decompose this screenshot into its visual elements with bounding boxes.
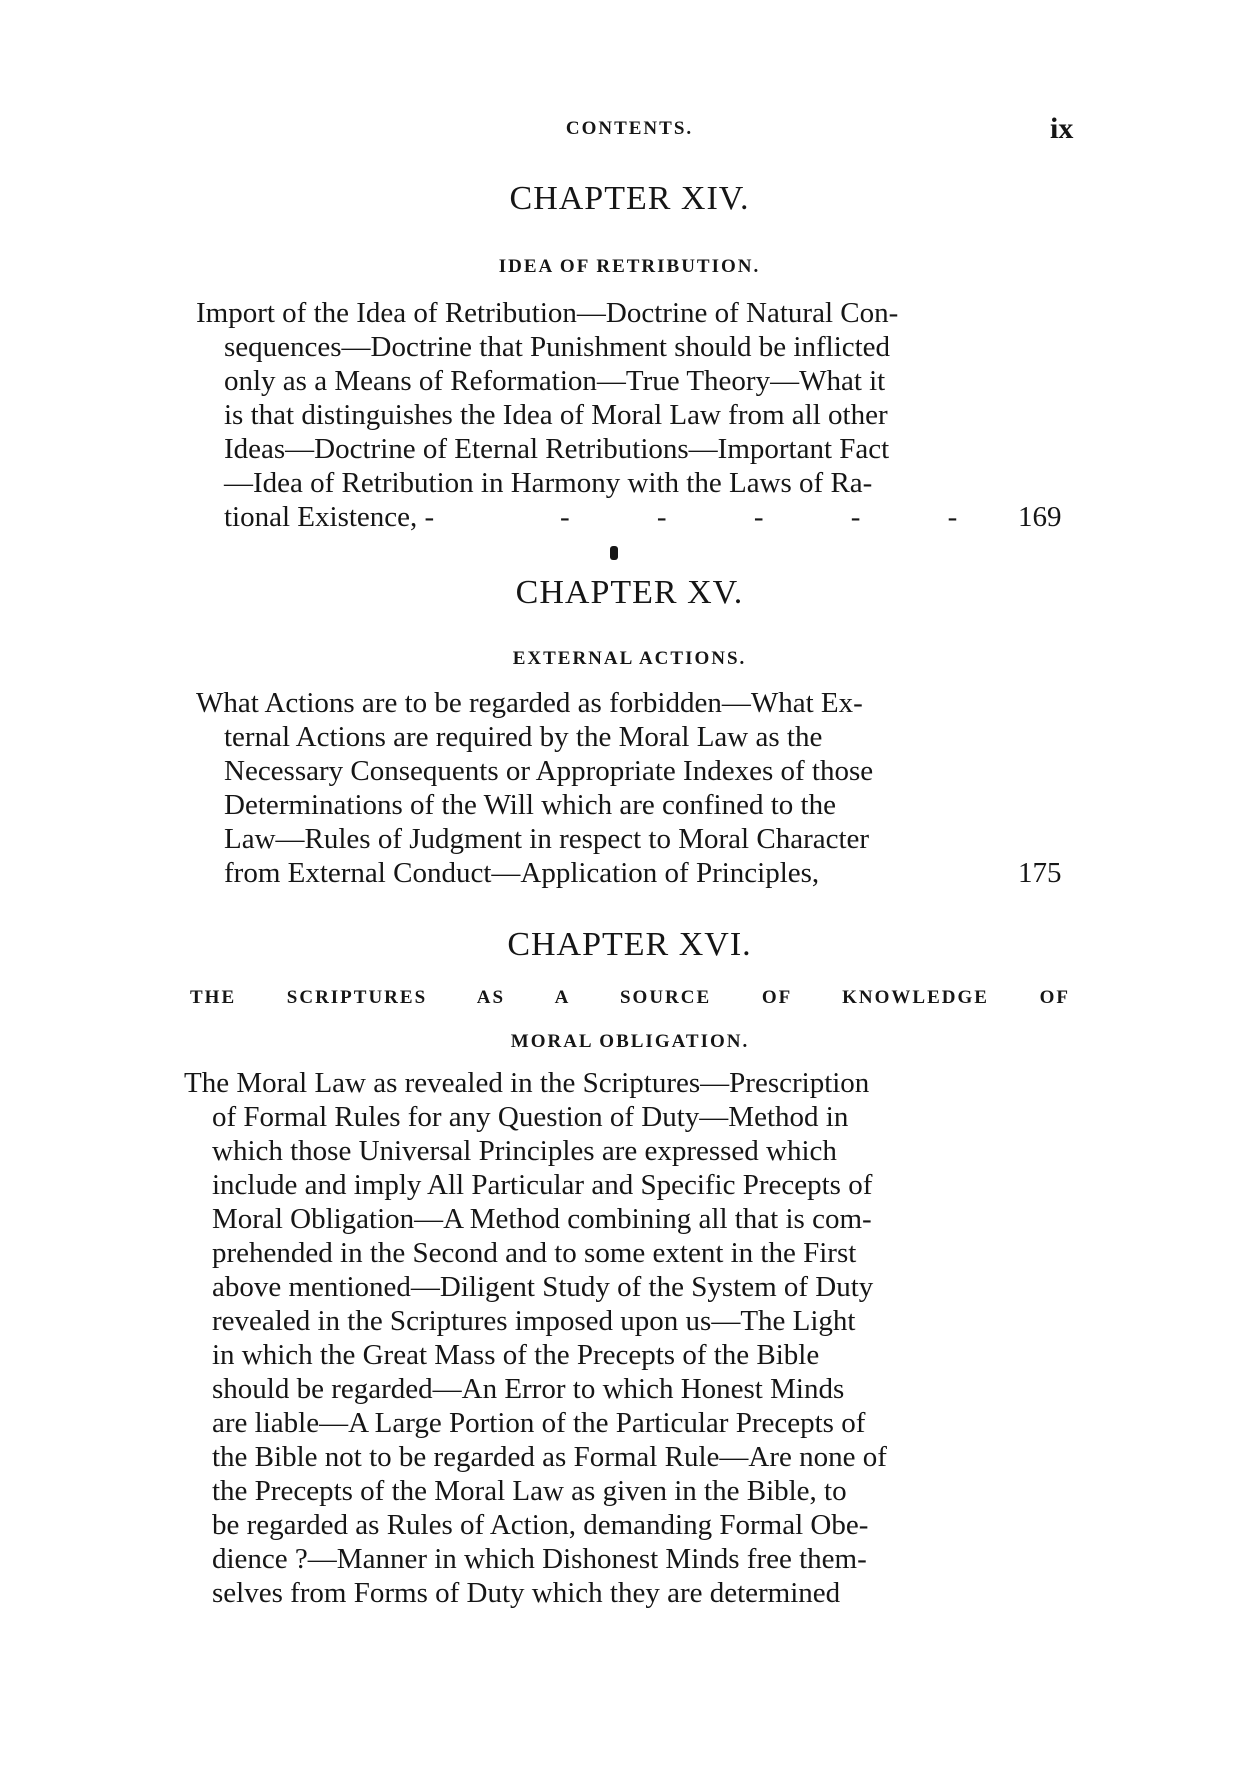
running-title: CONTENTS. [565,118,694,139]
summary-line: should be regarded—An Error to which Honest Minds [212,1373,845,1405]
chapter-xiv-summary [196,296,898,534]
summary-line: Moral Obligation—A Method combining all that is com- [212,1203,872,1235]
summary-line: tional Existence, - [224,501,435,533]
summary-line: only as a Means of Reformation—True Theory—What it [224,365,886,397]
chapter-xiv-leader [560,500,997,534]
summary-line: which those Universal Principles are expressed which [212,1135,837,1167]
summary-line: Import of the Idea of Retribution—Doctrine of Natural Con- [196,297,899,329]
summary-line: Ideas—Doctrine of Eternal Retributions—Important Fact [224,433,890,465]
chapter-xvi-subtitle-line-2: MORAL OBLIGATION. [510,1031,750,1052]
summary-line: of Formal Rules for any Question of Duty—Method in [212,1101,849,1133]
chapter-xv-subtitle: EXTERNAL ACTIONS. [512,648,747,669]
chapter-xiv-page: 169 [1018,501,1062,533]
summary-line: prehended in the Second and to some extent in the First [212,1237,857,1269]
summary-line: —Idea of Retribution in Harmony with the Laws of Ra- [224,467,873,499]
summary-line: be regarded as Rules of Action, demanding Formal Obe- [212,1509,869,1541]
page-number: ix [1050,112,1074,145]
dot-leader: - - - - - [560,501,998,533]
summary-line: above mentioned—Diligent Study of the System of Duty [212,1271,874,1303]
summary-line: What Actions are to be regarded as forbidden—What Ex- [196,687,863,719]
chapter-xiv-subtitle: IDEA OF RETRIBUTION. [498,256,761,277]
summary-line: in which the Great Mass of the Precepts of the Bible [212,1339,820,1371]
chapter-xv-page: 175 [1018,857,1062,889]
summary-line: Determinations of the Will which are confined to the [224,789,836,821]
summary-line: The Moral Law as revealed in the Scriptures—Prescription [184,1067,870,1099]
summary-line: the Precepts of the Moral Law as given in the Bible, to [212,1475,847,1507]
summary-line: Necessary Consequents or Appropriate Indexes of those [224,755,874,787]
chapter-xiv-heading: CHAPTER XIV. [509,180,750,217]
summary-line: selves from Forms of Duty which they are determined [212,1577,841,1609]
summary-line: from External Conduct—Application of Principles, [224,857,820,889]
summary-line: Law—Rules of Judgment in respect to Moral Character [224,823,870,855]
chapter-xv-summary [196,686,873,890]
summary-line: are liable—A Large Portion of the Particular Precepts of [212,1407,866,1439]
chapter-xvi-subtitle [190,976,1070,1064]
chapter-xvi-heading: CHAPTER XVI. [507,926,752,963]
summary-line: include and imply All Particular and Specific Precepts of [212,1169,873,1201]
summary-line: dience ?—Manner in which Dishonest Minds free them- [212,1543,867,1575]
summary-line: the Bible not to be regarded as Formal Rule—Are none of [212,1441,887,1473]
summary-line: is that distinguishes the Idea of Moral Law from all other [224,399,888,431]
summary-line: revealed in the Scriptures imposed upon us—The Light [212,1305,856,1337]
chapter-xvi-summary [184,1066,887,1610]
summary-line: sequences—Doctrine that Punishment should be inflicted [224,331,891,363]
chapter-xv-heading: CHAPTER XV. [515,574,744,611]
ornament-mark [610,546,618,560]
running-head [0,112,1259,150]
summary-line: ternal Actions are required by the Moral Law as the [224,721,823,753]
chapter-xvi-subtitle-line-1: THE SCRIPTURES AS A SOURCE OF KNOWLEDGE OF [190,987,1070,1008]
